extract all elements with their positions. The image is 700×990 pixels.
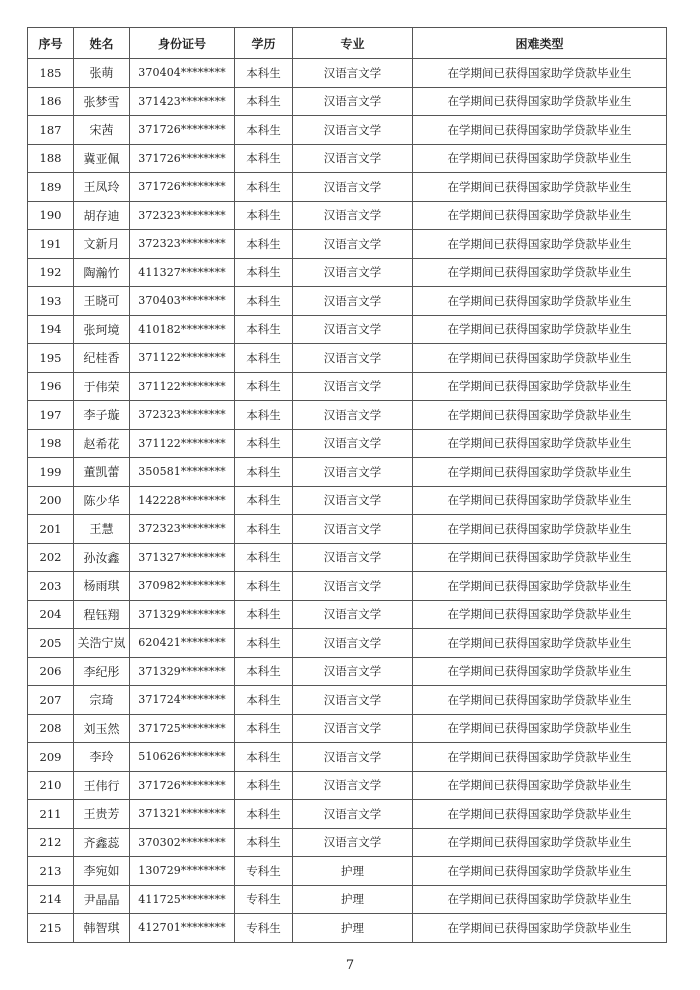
cell-name: 胡存迪 (74, 201, 130, 230)
header-id-number: 身份证号 (130, 28, 235, 59)
cell-major: 汉语言文学 (293, 344, 413, 373)
cell-id-number: 371726******** (130, 144, 235, 173)
cell-id-number: 371321******** (130, 800, 235, 829)
cell-difficulty-type: 在学期间已获得国家助学贷款毕业生 (413, 201, 667, 230)
cell-id-number: 371122******** (130, 429, 235, 458)
cell-id-number: 371726******** (130, 173, 235, 202)
cell-education: 本科生 (235, 287, 293, 316)
cell-difficulty-type: 在学期间已获得国家助学贷款毕业生 (413, 230, 667, 259)
cell-seq: 202 (28, 543, 74, 572)
cell-major: 汉语言文学 (293, 287, 413, 316)
cell-major: 汉语言文学 (293, 258, 413, 287)
cell-seq: 193 (28, 287, 74, 316)
table-row (28, 144, 667, 173)
cell-id-number: 620421******** (130, 629, 235, 658)
cell-name: 齐鑫蕊 (74, 828, 130, 857)
cell-name: 韩智琪 (74, 914, 130, 943)
cell-seq: 212 (28, 828, 74, 857)
cell-difficulty-type: 在学期间已获得国家助学贷款毕业生 (413, 857, 667, 886)
table-body (28, 59, 667, 943)
cell-name: 王慧 (74, 515, 130, 544)
cell-name: 孙汝鑫 (74, 543, 130, 572)
cell-education: 本科生 (235, 543, 293, 572)
cell-major: 汉语言文学 (293, 714, 413, 743)
cell-seq: 185 (28, 59, 74, 88)
cell-seq: 209 (28, 743, 74, 772)
cell-seq: 214 (28, 885, 74, 914)
cell-major: 汉语言文学 (293, 686, 413, 715)
table-row (28, 657, 667, 686)
cell-seq: 192 (28, 258, 74, 287)
cell-name: 关浩宁岚 (74, 629, 130, 658)
cell-education: 专科生 (235, 857, 293, 886)
cell-education: 本科生 (235, 800, 293, 829)
cell-seq: 197 (28, 401, 74, 430)
table-row (28, 344, 667, 373)
cell-major: 汉语言文学 (293, 515, 413, 544)
cell-id-number: 371122******** (130, 344, 235, 373)
cell-education: 本科生 (235, 173, 293, 202)
table-row (28, 686, 667, 715)
cell-seq: 188 (28, 144, 74, 173)
header-major: 专业 (293, 28, 413, 59)
cell-major: 汉语言文学 (293, 828, 413, 857)
table-row (28, 629, 667, 658)
cell-education: 本科生 (235, 116, 293, 145)
cell-id-number: 371327******** (130, 543, 235, 572)
cell-major: 汉语言文学 (293, 230, 413, 259)
cell-education: 本科生 (235, 144, 293, 173)
cell-difficulty-type: 在学期间已获得国家助学贷款毕业生 (413, 572, 667, 601)
cell-seq: 210 (28, 771, 74, 800)
cell-major: 汉语言文学 (293, 572, 413, 601)
header-seq: 序号 (28, 28, 74, 59)
cell-major: 汉语言文学 (293, 201, 413, 230)
header-difficulty-type: 困难类型 (413, 28, 667, 59)
cell-difficulty-type: 在学期间已获得国家助学贷款毕业生 (413, 543, 667, 572)
cell-name: 李纪彤 (74, 657, 130, 686)
cell-major: 汉语言文学 (293, 401, 413, 430)
cell-seq: 215 (28, 914, 74, 943)
table-row (28, 401, 667, 430)
cell-education: 本科生 (235, 686, 293, 715)
cell-education: 专科生 (235, 914, 293, 943)
cell-name: 宋茜 (74, 116, 130, 145)
cell-major: 护理 (293, 914, 413, 943)
cell-difficulty-type: 在学期间已获得国家助学贷款毕业生 (413, 144, 667, 173)
cell-difficulty-type: 在学期间已获得国家助学贷款毕业生 (413, 657, 667, 686)
cell-education: 本科生 (235, 600, 293, 629)
cell-seq: 189 (28, 173, 74, 202)
cell-name: 王晓可 (74, 287, 130, 316)
cell-seq: 191 (28, 230, 74, 259)
page-number: 7 (345, 958, 355, 973)
table-row (28, 600, 667, 629)
cell-seq: 186 (28, 87, 74, 116)
cell-id-number: 411327******** (130, 258, 235, 287)
cell-major: 护理 (293, 885, 413, 914)
cell-id-number: 410182******** (130, 315, 235, 344)
cell-difficulty-type: 在学期间已获得国家助学贷款毕业生 (413, 87, 667, 116)
cell-name: 张梦雪 (74, 87, 130, 116)
cell-education: 本科生 (235, 458, 293, 487)
cell-difficulty-type: 在学期间已获得国家助学贷款毕业生 (413, 686, 667, 715)
table-row (28, 87, 667, 116)
table-row (28, 201, 667, 230)
cell-education: 本科生 (235, 401, 293, 430)
cell-id-number: 372323******** (130, 201, 235, 230)
cell-major: 汉语言文学 (293, 315, 413, 344)
table-row (28, 515, 667, 544)
cell-major: 汉语言文学 (293, 657, 413, 686)
cell-id-number: 411725******** (130, 885, 235, 914)
cell-education: 本科生 (235, 201, 293, 230)
cell-id-number: 370403******** (130, 287, 235, 316)
cell-difficulty-type: 在学期间已获得国家助学贷款毕业生 (413, 914, 667, 943)
cell-major: 汉语言文学 (293, 59, 413, 88)
header-row (28, 28, 667, 59)
cell-seq: 187 (28, 116, 74, 145)
cell-name: 杨雨琪 (74, 572, 130, 601)
cell-difficulty-type: 在学期间已获得国家助学贷款毕业生 (413, 515, 667, 544)
cell-name: 冀亚佩 (74, 144, 130, 173)
cell-seq: 195 (28, 344, 74, 373)
cell-seq: 211 (28, 800, 74, 829)
table-row (28, 315, 667, 344)
cell-id-number: 371122******** (130, 372, 235, 401)
cell-major: 汉语言文学 (293, 629, 413, 658)
cell-education: 本科生 (235, 87, 293, 116)
cell-name: 王凤玲 (74, 173, 130, 202)
cell-major: 汉语言文学 (293, 800, 413, 829)
cell-id-number: 130729******** (130, 857, 235, 886)
cell-major: 汉语言文学 (293, 372, 413, 401)
cell-seq: 206 (28, 657, 74, 686)
cell-major: 汉语言文学 (293, 771, 413, 800)
cell-difficulty-type: 在学期间已获得国家助学贷款毕业生 (413, 287, 667, 316)
cell-education: 本科生 (235, 771, 293, 800)
cell-difficulty-type: 在学期间已获得国家助学贷款毕业生 (413, 372, 667, 401)
cell-name: 张珂境 (74, 315, 130, 344)
cell-education: 本科生 (235, 258, 293, 287)
cell-seq: 198 (28, 429, 74, 458)
table-row (28, 173, 667, 202)
cell-seq: 213 (28, 857, 74, 886)
table-row (28, 258, 667, 287)
cell-major: 汉语言文学 (293, 543, 413, 572)
cell-education: 专科生 (235, 885, 293, 914)
table-row (28, 572, 667, 601)
cell-education: 本科生 (235, 230, 293, 259)
cell-difficulty-type: 在学期间已获得国家助学贷款毕业生 (413, 800, 667, 829)
cell-id-number: 371725******** (130, 714, 235, 743)
cell-id-number: 372323******** (130, 401, 235, 430)
table-row (28, 59, 667, 88)
cell-difficulty-type: 在学期间已获得国家助学贷款毕业生 (413, 315, 667, 344)
cell-education: 本科生 (235, 486, 293, 515)
cell-major: 汉语言文学 (293, 458, 413, 487)
cell-name: 李子璇 (74, 401, 130, 430)
header-education: 学历 (235, 28, 293, 59)
cell-id-number: 370302******** (130, 828, 235, 857)
cell-education: 本科生 (235, 59, 293, 88)
cell-id-number: 371329******** (130, 657, 235, 686)
cell-id-number: 371724******** (130, 686, 235, 715)
cell-name: 于伟荣 (74, 372, 130, 401)
cell-name: 王伟行 (74, 771, 130, 800)
cell-difficulty-type: 在学期间已获得国家助学贷款毕业生 (413, 743, 667, 772)
cell-seq: 205 (28, 629, 74, 658)
cell-education: 本科生 (235, 657, 293, 686)
cell-seq: 200 (28, 486, 74, 515)
cell-seq: 208 (28, 714, 74, 743)
cell-difficulty-type: 在学期间已获得国家助学贷款毕业生 (413, 458, 667, 487)
cell-difficulty-type: 在学期间已获得国家助学贷款毕业生 (413, 401, 667, 430)
table-row (28, 800, 667, 829)
cell-major: 汉语言文学 (293, 87, 413, 116)
cell-major: 汉语言文学 (293, 116, 413, 145)
cell-education: 本科生 (235, 315, 293, 344)
table-row (28, 771, 667, 800)
cell-seq: 190 (28, 201, 74, 230)
cell-name: 刘玉然 (74, 714, 130, 743)
cell-name: 尹晶晶 (74, 885, 130, 914)
cell-name: 李宛如 (74, 857, 130, 886)
cell-major: 汉语言文学 (293, 173, 413, 202)
cell-name: 文新月 (74, 230, 130, 259)
cell-id-number: 371423******** (130, 87, 235, 116)
table-row (28, 714, 667, 743)
cell-education: 本科生 (235, 344, 293, 373)
cell-major: 汉语言文学 (293, 486, 413, 515)
cell-seq: 204 (28, 600, 74, 629)
cell-seq: 201 (28, 515, 74, 544)
table-row (28, 543, 667, 572)
cell-id-number: 412701******** (130, 914, 235, 943)
table-header (28, 28, 667, 59)
cell-difficulty-type: 在学期间已获得国家助学贷款毕业生 (413, 59, 667, 88)
table-row (28, 116, 667, 145)
header-name: 姓名 (74, 28, 130, 59)
table-row (28, 458, 667, 487)
cell-name: 赵希花 (74, 429, 130, 458)
cell-name: 王贵芳 (74, 800, 130, 829)
cell-education: 本科生 (235, 828, 293, 857)
cell-difficulty-type: 在学期间已获得国家助学贷款毕业生 (413, 173, 667, 202)
cell-difficulty-type: 在学期间已获得国家助学贷款毕业生 (413, 486, 667, 515)
cell-name: 陶瀚竹 (74, 258, 130, 287)
cell-major: 汉语言文学 (293, 600, 413, 629)
cell-name: 董凯蕾 (74, 458, 130, 487)
cell-difficulty-type: 在学期间已获得国家助学贷款毕业生 (413, 828, 667, 857)
cell-id-number: 370404******** (130, 59, 235, 88)
cell-major: 护理 (293, 857, 413, 886)
cell-name: 李玲 (74, 743, 130, 772)
cell-id-number: 371726******** (130, 771, 235, 800)
cell-id-number: 350581******** (130, 458, 235, 487)
cell-id-number: 371329******** (130, 600, 235, 629)
cell-seq: 194 (28, 315, 74, 344)
cell-difficulty-type: 在学期间已获得国家助学贷款毕业生 (413, 885, 667, 914)
table-row (28, 486, 667, 515)
cell-major: 汉语言文学 (293, 144, 413, 173)
cell-education: 本科生 (235, 743, 293, 772)
cell-difficulty-type: 在学期间已获得国家助学贷款毕业生 (413, 629, 667, 658)
table-row (28, 429, 667, 458)
cell-seq: 199 (28, 458, 74, 487)
cell-difficulty-type: 在学期间已获得国家助学贷款毕业生 (413, 714, 667, 743)
cell-education: 本科生 (235, 629, 293, 658)
table-row (28, 230, 667, 259)
cell-education: 本科生 (235, 515, 293, 544)
table-row (28, 372, 667, 401)
cell-id-number: 372323******** (130, 230, 235, 259)
cell-education: 本科生 (235, 572, 293, 601)
cell-education: 本科生 (235, 429, 293, 458)
table-row (28, 828, 667, 857)
cell-education: 本科生 (235, 372, 293, 401)
cell-name: 张萌 (74, 59, 130, 88)
cell-name: 程钰翔 (74, 600, 130, 629)
student-table (27, 27, 667, 943)
cell-seq: 207 (28, 686, 74, 715)
cell-difficulty-type: 在学期间已获得国家助学贷款毕业生 (413, 600, 667, 629)
cell-id-number: 142228******** (130, 486, 235, 515)
cell-name: 纪桂香 (74, 344, 130, 373)
cell-name: 陈少华 (74, 486, 130, 515)
cell-id-number: 371726******** (130, 116, 235, 145)
cell-name: 宗琦 (74, 686, 130, 715)
cell-major: 汉语言文学 (293, 743, 413, 772)
cell-seq: 196 (28, 372, 74, 401)
cell-education: 本科生 (235, 714, 293, 743)
cell-id-number: 510626******** (130, 743, 235, 772)
cell-difficulty-type: 在学期间已获得国家助学贷款毕业生 (413, 258, 667, 287)
table-row (28, 857, 667, 886)
table-row (28, 914, 667, 943)
table-row (28, 287, 667, 316)
cell-seq: 203 (28, 572, 74, 601)
cell-difficulty-type: 在学期间已获得国家助学贷款毕业生 (413, 771, 667, 800)
cell-major: 汉语言文学 (293, 429, 413, 458)
cell-id-number: 370982******** (130, 572, 235, 601)
table-row (28, 885, 667, 914)
cell-difficulty-type: 在学期间已获得国家助学贷款毕业生 (413, 116, 667, 145)
cell-difficulty-type: 在学期间已获得国家助学贷款毕业生 (413, 429, 667, 458)
cell-difficulty-type: 在学期间已获得国家助学贷款毕业生 (413, 344, 667, 373)
cell-id-number: 372323******** (130, 515, 235, 544)
table-row (28, 743, 667, 772)
